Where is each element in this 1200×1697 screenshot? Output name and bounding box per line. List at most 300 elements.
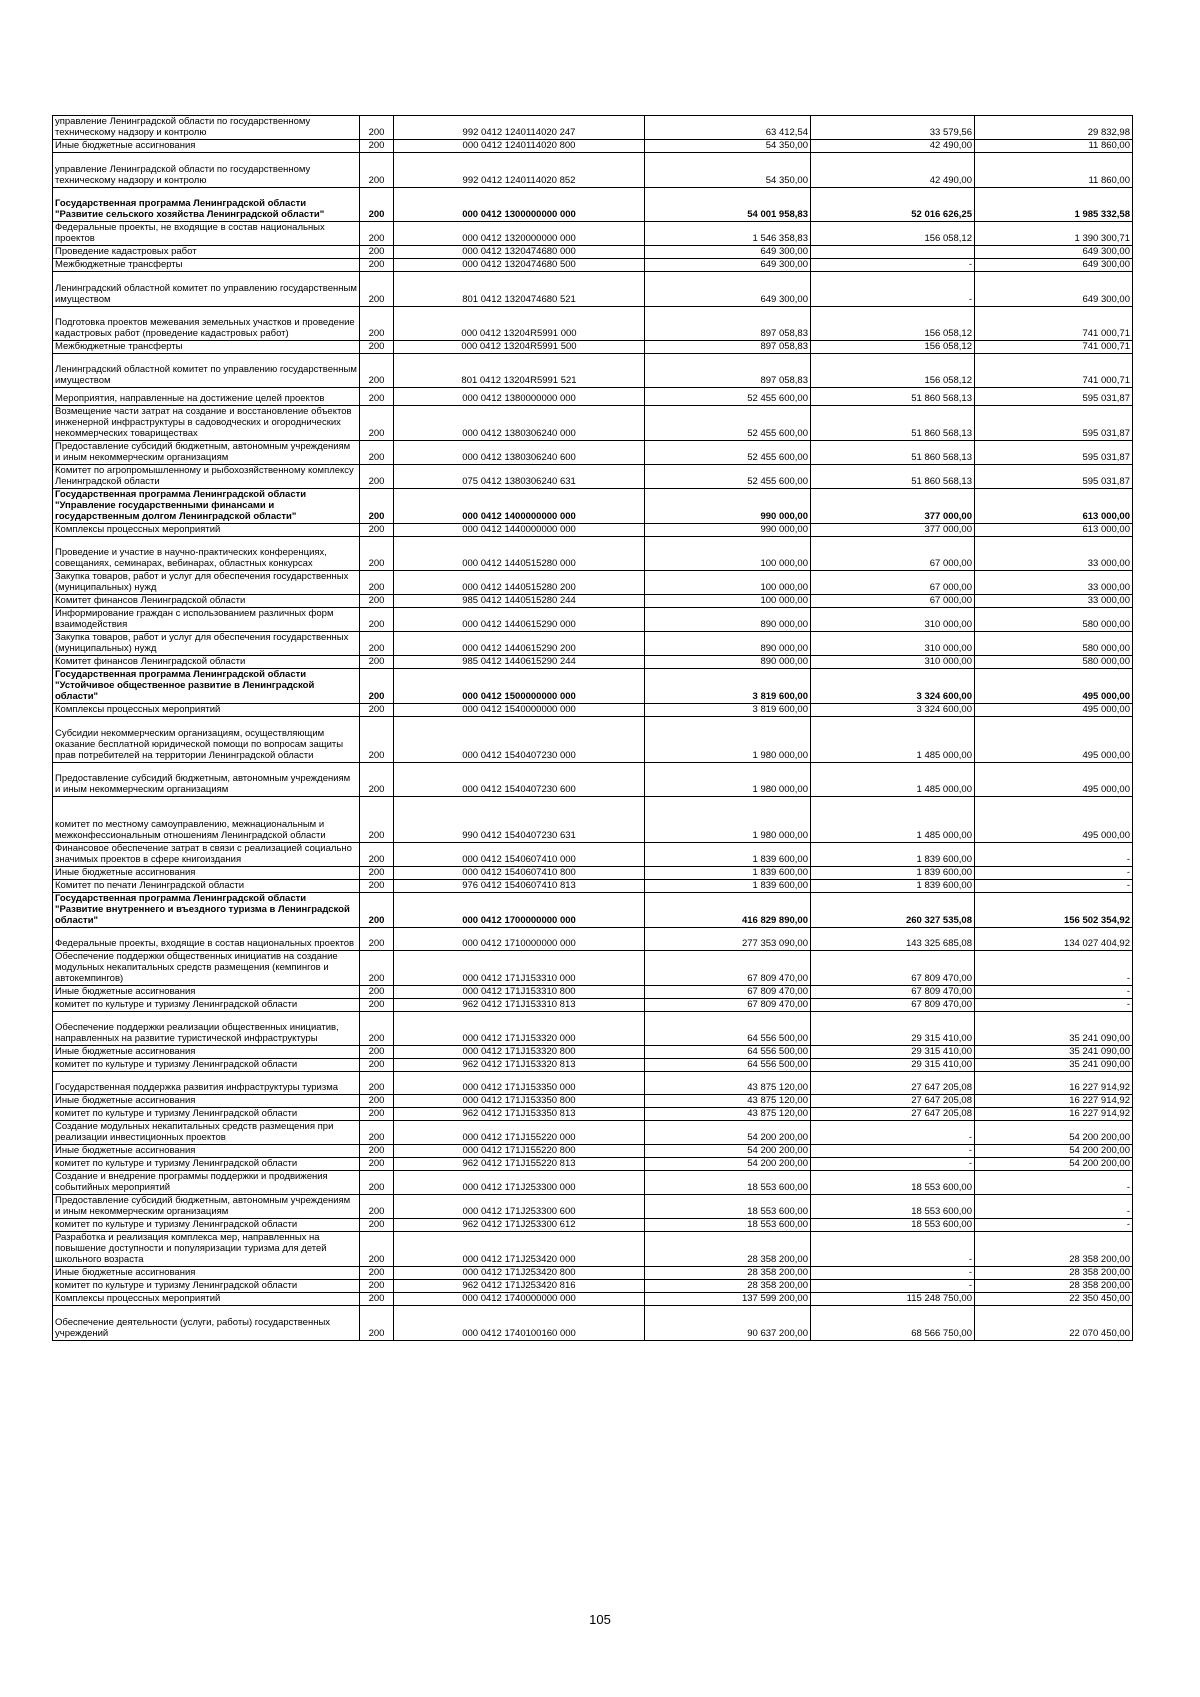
row-remaining-amount: 156 502 354,92 [975,893,1133,928]
row-budget-code: 962 0412 171J155220 813 [394,1158,645,1171]
row-line-code: 200 [360,1195,394,1219]
row-remaining-amount: 613 000,00 [975,524,1133,537]
row-remaining-amount: - [975,843,1133,867]
row-remaining-amount: 134 027 404,92 [975,928,1133,951]
row-approved-amount: 64 556 500,00 [645,1046,811,1059]
row-executed-amount: 18 553 600,00 [811,1171,975,1195]
row-executed-amount: 1 485 000,00 [811,717,975,763]
row-line-code: 200 [360,999,394,1012]
row-executed-amount: 29 315 410,00 [811,1046,975,1059]
row-name: Закупка товаров, работ и услуг для обеспечения государственных (муниципальных) нужд [53,632,360,656]
row-remaining-amount: 649 300,00 [975,246,1133,259]
row-line-code: 200 [360,1171,394,1195]
row-approved-amount: 3 819 600,00 [645,669,811,704]
row-budget-code: 000 0412 1440515280 000 [394,537,645,571]
row-executed-amount: 29 315 410,00 [811,1059,975,1072]
row-name: комитет по культуре и туризму Ленинградской области [53,1108,360,1121]
row-executed-amount: 18 553 600,00 [811,1195,975,1219]
row-approved-amount: 649 300,00 [645,259,811,272]
row-executed-amount: 156 058,12 [811,354,975,388]
row-budget-code: 000 0412 1540000000 000 [394,704,645,717]
row-budget-code: 000 0412 13204R5991 500 [394,341,645,354]
row-budget-code: 962 0412 171J253420 816 [394,1280,645,1293]
budget-table [52,115,1133,1341]
row-approved-amount: 54 200 200,00 [645,1145,811,1158]
row-approved-amount: 897 058,83 [645,354,811,388]
row-line-code: 200 [360,272,394,307]
row-approved-amount: 3 819 600,00 [645,704,811,717]
table-row [53,354,1133,388]
row-approved-amount: 100 000,00 [645,595,811,608]
row-approved-amount: 1 980 000,00 [645,763,811,797]
row-name: Государственная поддержка развития инфраструктуры туризма [53,1072,360,1095]
row-line-code: 200 [360,704,394,717]
row-budget-code: 000 0412 1500000000 000 [394,669,645,704]
row-line-code: 200 [360,354,394,388]
table-row [53,986,1133,999]
row-line-code: 200 [360,880,394,893]
table-row [53,1059,1133,1072]
table-row [53,341,1133,354]
row-remaining-amount: 33 000,00 [975,537,1133,571]
row-executed-amount: 27 647 205,08 [811,1095,975,1108]
budget-table-body [53,116,1133,1341]
table-row [53,999,1133,1012]
row-line-code: 200 [360,571,394,595]
row-remaining-amount: 595 031,87 [975,441,1133,465]
row-name: Комитет по агропромышленному и рыбохозяйственному комплексу Ленинградской области [53,465,360,489]
row-line-code: 200 [360,867,394,880]
row-budget-code: 000 0412 1440515280 200 [394,571,645,595]
row-approved-amount: 990 000,00 [645,489,811,524]
row-remaining-amount: 495 000,00 [975,704,1133,717]
row-executed-amount: - [811,1280,975,1293]
table-row [53,632,1133,656]
row-remaining-amount: 54 200 200,00 [975,1145,1133,1158]
row-approved-amount: 416 829 890,00 [645,893,811,928]
row-budget-code: 000 0412 1380306240 000 [394,406,645,441]
row-approved-amount: 64 556 500,00 [645,1059,811,1072]
row-line-code: 200 [360,222,394,246]
row-budget-code: 801 0412 1320474680 521 [394,272,645,307]
table-row [53,1232,1133,1267]
row-name: Обеспечение поддержки реализации общественных инициатив, направленных на развитие туристической инфраструктуры [53,1012,360,1046]
row-name: Иные бюджетные ассигнования [53,1095,360,1108]
row-budget-code: 000 0412 171J153320 800 [394,1046,645,1059]
row-remaining-amount: 495 000,00 [975,763,1133,797]
row-executed-amount: 1 839 600,00 [811,867,975,880]
row-budget-code: 000 0412 171J153350 800 [394,1095,645,1108]
table-row [53,797,1133,843]
row-line-code: 200 [360,797,394,843]
row-remaining-amount: 741 000,71 [975,354,1133,388]
row-name: Подготовка проектов межевания земельных участков и проведение кадастровых работ (проведение кадастровых работ) [53,307,360,341]
row-budget-code: 992 0412 1240114020 852 [394,153,645,188]
row-line-code: 200 [360,1059,394,1072]
row-budget-code: 000 0412 171J153310 800 [394,986,645,999]
row-approved-amount: 890 000,00 [645,608,811,632]
row-line-code: 200 [360,608,394,632]
row-budget-code: 962 0412 171J153310 813 [394,999,645,1012]
table-row [53,595,1133,608]
row-remaining-amount: 649 300,00 [975,259,1133,272]
row-name: Предоставление субсидий бюджетным, автономным учреждениям и иным некоммерческим организациям [53,1195,360,1219]
row-approved-amount: 64 556 500,00 [645,1012,811,1046]
row-executed-amount: 156 058,12 [811,307,975,341]
table-row [53,763,1133,797]
row-budget-code: 000 0412 1540407230 600 [394,763,645,797]
row-approved-amount: 890 000,00 [645,656,811,669]
row-name: Иные бюджетные ассигнования [53,1145,360,1158]
row-executed-amount: 1 485 000,00 [811,797,975,843]
row-line-code: 200 [360,1145,394,1158]
row-line-code: 200 [360,669,394,704]
row-remaining-amount: - [975,1219,1133,1232]
row-approved-amount: 1 839 600,00 [645,843,811,867]
row-name: Ленинградский областной комитет по управлению государственным имуществом [53,272,360,307]
row-executed-amount: 51 860 568,13 [811,388,975,406]
row-executed-amount: 1 839 600,00 [811,843,975,867]
row-remaining-amount: 28 358 200,00 [975,1232,1133,1267]
row-line-code: 200 [360,893,394,928]
row-remaining-amount: 28 358 200,00 [975,1267,1133,1280]
row-approved-amount: 90 637 200,00 [645,1306,811,1341]
row-remaining-amount: 580 000,00 [975,656,1133,669]
row-budget-code: 000 0412 1400000000 000 [394,489,645,524]
table-row [53,843,1133,867]
row-executed-amount: 1 839 600,00 [811,880,975,893]
row-approved-amount: 52 455 600,00 [645,406,811,441]
row-line-code: 200 [360,1121,394,1145]
row-name: Мероприятия, направленные на достижение целей проектов [53,388,360,406]
table-row [53,1158,1133,1171]
row-executed-amount: 1 485 000,00 [811,763,975,797]
row-budget-code: 000 0412 1320474680 000 [394,246,645,259]
row-executed-amount [811,246,975,259]
row-remaining-amount: 35 241 090,00 [975,1059,1133,1072]
table-row [53,717,1133,763]
row-executed-amount: 42 490,00 [811,140,975,153]
row-name: Комплексы процессных мероприятий [53,704,360,717]
row-name: Закупка товаров, работ и услуг для обеспечения государственных (муниципальных) нужд [53,571,360,595]
row-executed-amount: 42 490,00 [811,153,975,188]
row-name: Государственная программа Ленинградской области "Управление государственными финансами и государственным долгом Ленинградской области" [53,489,360,524]
row-line-code: 200 [360,524,394,537]
row-executed-amount: 51 860 568,13 [811,441,975,465]
row-name: Субсидии некоммерческим организациям, осуществляющим оказание бесплатной юридической помощи по вопросам защиты прав потребителей на территории Ленинградской области [53,717,360,763]
row-remaining-amount: 11 860,00 [975,140,1133,153]
row-executed-amount: 51 860 568,13 [811,406,975,441]
row-budget-code: 000 0412 1540607410 800 [394,867,645,880]
table-row [53,272,1133,307]
row-executed-amount: 67 809 470,00 [811,986,975,999]
row-approved-amount: 54 200 200,00 [645,1121,811,1145]
row-executed-amount: 377 000,00 [811,489,975,524]
row-line-code: 200 [360,1280,394,1293]
row-remaining-amount: 1 390 300,71 [975,222,1133,246]
table-row [53,441,1133,465]
row-executed-amount: - [811,1145,975,1158]
row-name: Комитет по печати Ленинградской области [53,880,360,893]
row-line-code: 200 [360,1293,394,1306]
row-line-code: 200 [360,1012,394,1046]
row-budget-code: 000 0412 171J153350 000 [394,1072,645,1095]
row-remaining-amount: 28 358 200,00 [975,1280,1133,1293]
row-approved-amount: 137 599 200,00 [645,1293,811,1306]
row-budget-code: 000 0412 171J253420 800 [394,1267,645,1280]
row-name: Ленинградский областной комитет по управлению государственным имуществом [53,354,360,388]
row-budget-code: 962 0412 171J153350 813 [394,1108,645,1121]
table-row [53,1108,1133,1121]
row-name: комитет по культуре и туризму Ленинградской области [53,1158,360,1171]
table-row [53,1171,1133,1195]
table-row [53,1280,1133,1293]
row-budget-code: 000 0412 1380306240 600 [394,441,645,465]
row-approved-amount: 18 553 600,00 [645,1195,811,1219]
row-name: Финансовое обеспечение затрат в связи с реализацией социально значимых проектов в сфере книгоиздания [53,843,360,867]
row-executed-amount: 68 566 750,00 [811,1306,975,1341]
table-row [53,1095,1133,1108]
row-name: Предоставление субсидий бюджетным, автономным учреждениям и иным некоммерческим организациям [53,763,360,797]
row-budget-code: 976 0412 1540607410 813 [394,880,645,893]
row-budget-code: 000 0412 1710000000 000 [394,928,645,951]
row-remaining-amount: - [975,1171,1133,1195]
row-name: управление Ленинградской области по государственному техническому надзору и контролю [53,153,360,188]
row-remaining-amount: - [975,999,1133,1012]
table-row [53,259,1133,272]
row-approved-amount: 67 809 470,00 [645,951,811,986]
row-name: Государственная программа Ленинградской области "Развитие внутреннего и въездного туризма в Ленинградской области" [53,893,360,928]
row-budget-code: 962 0412 171J153320 813 [394,1059,645,1072]
row-executed-amount: 29 315 410,00 [811,1012,975,1046]
row-line-code: 200 [360,465,394,489]
row-remaining-amount: 741 000,71 [975,307,1133,341]
row-remaining-amount: 35 241 090,00 [975,1012,1133,1046]
row-executed-amount: - [811,1158,975,1171]
row-name: Проведение кадастровых работ [53,246,360,259]
row-remaining-amount: - [975,986,1133,999]
row-name: Предоставление субсидий бюджетным, автономным учреждениям и иным некоммерческим организациям [53,441,360,465]
row-budget-code: 000 0412 171J153320 000 [394,1012,645,1046]
row-executed-amount: 33 579,56 [811,116,975,140]
row-name: Иные бюджетные ассигнования [53,140,360,153]
row-name: Информирование граждан с использованием различных форм взаимодействия [53,608,360,632]
row-line-code: 200 [360,246,394,259]
row-name: комитет по культуре и туризму Ленинградской области [53,1219,360,1232]
row-line-code: 200 [360,388,394,406]
row-approved-amount: 1 839 600,00 [645,880,811,893]
row-executed-amount: - [811,1121,975,1145]
row-approved-amount: 1 980 000,00 [645,797,811,843]
row-approved-amount: 1 839 600,00 [645,867,811,880]
table-row [53,1293,1133,1306]
row-remaining-amount: 33 000,00 [975,595,1133,608]
row-remaining-amount: 16 227 914,92 [975,1095,1133,1108]
row-executed-amount: - [811,1232,975,1267]
row-line-code: 200 [360,632,394,656]
row-budget-code: 000 0412 1540607410 000 [394,843,645,867]
row-budget-code: 000 0412 171J153310 000 [394,951,645,986]
row-remaining-amount: 741 000,71 [975,341,1133,354]
row-line-code: 200 [360,441,394,465]
table-row [53,656,1133,669]
table-row [53,406,1133,441]
row-name: Межбюджетные трансферты [53,259,360,272]
row-remaining-amount: 495 000,00 [975,669,1133,704]
row-executed-amount: 310 000,00 [811,656,975,669]
table-row [53,222,1133,246]
row-remaining-amount: 495 000,00 [975,717,1133,763]
row-remaining-amount: 16 227 914,92 [975,1108,1133,1121]
row-name: Государственная программа Ленинградской области "Устойчивое общественное развитие в Ленинградской области" [53,669,360,704]
table-row [53,1219,1133,1232]
row-remaining-amount: 613 000,00 [975,489,1133,524]
row-budget-code: 000 0412 171J253300 000 [394,1171,645,1195]
row-name: Комплексы процессных мероприятий [53,1293,360,1306]
page-number: 105 [589,1612,611,1627]
row-approved-amount: 43 875 120,00 [645,1108,811,1121]
row-line-code: 200 [360,717,394,763]
row-budget-code: 000 0412 1740000000 000 [394,1293,645,1306]
row-line-code: 200 [360,843,394,867]
row-executed-amount: 67 000,00 [811,537,975,571]
row-approved-amount: 100 000,00 [645,537,811,571]
row-executed-amount: 67 809 470,00 [811,951,975,986]
row-budget-code: 000 0412 171J155220 000 [394,1121,645,1145]
table-row [53,246,1133,259]
row-remaining-amount: 33 000,00 [975,571,1133,595]
row-budget-code: 962 0412 171J253300 612 [394,1219,645,1232]
table-row [53,928,1133,951]
row-line-code: 200 [360,1108,394,1121]
row-remaining-amount: 11 860,00 [975,153,1133,188]
row-line-code: 200 [360,341,394,354]
row-budget-code: 985 0412 1440615290 244 [394,656,645,669]
table-row [53,571,1133,595]
row-line-code: 200 [360,1095,394,1108]
row-remaining-amount: 649 300,00 [975,272,1133,307]
table-row [53,1306,1133,1341]
row-approved-amount: 649 300,00 [645,272,811,307]
row-line-code: 200 [360,951,394,986]
row-executed-amount: 67 000,00 [811,571,975,595]
table-row [53,116,1133,140]
row-approved-amount: 897 058,83 [645,307,811,341]
row-name: Комплексы процессных мероприятий [53,524,360,537]
row-line-code: 200 [360,1306,394,1341]
table-row [53,1145,1133,1158]
row-remaining-amount: 54 200 200,00 [975,1121,1133,1145]
row-name: комитет по культуре и туризму Ленинградской области [53,999,360,1012]
row-approved-amount: 1 546 358,83 [645,222,811,246]
row-name: комитет по культуре и туризму Ленинградской области [53,1280,360,1293]
row-executed-amount: 310 000,00 [811,608,975,632]
row-line-code: 200 [360,656,394,669]
row-name: комитет по культуре и туризму Ленинградской области [53,1059,360,1072]
row-budget-code: 000 0412 1320000000 000 [394,222,645,246]
row-budget-code: 000 0412 1440615290 200 [394,632,645,656]
row-executed-amount: - [811,272,975,307]
table-row [53,1046,1133,1059]
row-budget-code: 000 0412 1740100160 000 [394,1306,645,1341]
row-approved-amount: 649 300,00 [645,246,811,259]
row-line-code: 200 [360,1072,394,1095]
row-line-code: 200 [360,188,394,222]
row-name: Обеспечение деятельности (услуги, работы) государственных учреждений [53,1306,360,1341]
row-executed-amount: 115 248 750,00 [811,1293,975,1306]
row-line-code: 200 [360,763,394,797]
row-name: Федеральные проекты, не входящие в состав национальных проектов [53,222,360,246]
row-name: Иные бюджетные ассигнования [53,1267,360,1280]
table-row [53,893,1133,928]
table-row [53,465,1133,489]
table-row [53,188,1133,222]
row-remaining-amount: 22 350 450,00 [975,1293,1133,1306]
row-name: Иные бюджетные ассигнования [53,986,360,999]
row-name: Разработка и реализация комплекса мер, направленных на повышение доступности и популяризации туризма для детей школьного возраста [53,1232,360,1267]
row-remaining-amount: - [975,1195,1133,1219]
row-line-code: 200 [360,928,394,951]
table-row [53,1267,1133,1280]
table-row [53,153,1133,188]
row-remaining-amount: 22 070 450,00 [975,1306,1133,1341]
row-line-code: 200 [360,537,394,571]
row-executed-amount: 51 860 568,13 [811,465,975,489]
row-approved-amount: 1 980 000,00 [645,717,811,763]
row-approved-amount: 54 350,00 [645,140,811,153]
table-row [53,537,1133,571]
row-approved-amount: 63 412,54 [645,116,811,140]
row-approved-amount: 54 350,00 [645,153,811,188]
table-row [53,951,1133,986]
row-remaining-amount: 595 031,87 [975,465,1133,489]
row-executed-amount: 3 324 600,00 [811,669,975,704]
row-approved-amount: 28 358 200,00 [645,1267,811,1280]
row-budget-code: 000 0412 1320474680 500 [394,259,645,272]
row-budget-code: 000 0412 1240114020 800 [394,140,645,153]
row-line-code: 200 [360,1158,394,1171]
row-name: Комитет финансов Ленинградской области [53,656,360,669]
row-name: комитет по местному самоуправлению, межнациональным и межконфессиональным отношениям Ленинградской области [53,797,360,843]
row-approved-amount: 67 809 470,00 [645,986,811,999]
row-budget-code: 000 0412 1700000000 000 [394,893,645,928]
table-row [53,669,1133,704]
row-line-code: 200 [360,595,394,608]
table-row [53,307,1133,341]
row-line-code: 200 [360,406,394,441]
row-line-code: 200 [360,1232,394,1267]
row-remaining-amount: 1 985 332,58 [975,188,1133,222]
row-name: Комитет финансов Ленинградской области [53,595,360,608]
row-approved-amount: 52 455 600,00 [645,465,811,489]
row-approved-amount: 28 358 200,00 [645,1280,811,1293]
row-line-code: 200 [360,116,394,140]
row-budget-code: 990 0412 1540407230 631 [394,797,645,843]
row-line-code: 200 [360,140,394,153]
row-name: Создание модульных некапитальных средств размещения при реализации инвестиционных проектов [53,1121,360,1145]
row-name: Обеспечение поддержки общественных инициатив на создание модульных некапитальных средств размещения (кемпингов и автокемпингов) [53,951,360,986]
row-budget-code: 000 0412 171J155220 800 [394,1145,645,1158]
row-name: Государственная программа Ленинградской области "Развитие сельского хозяйства Ленинградской области" [53,188,360,222]
row-budget-code: 000 0412 171J253420 000 [394,1232,645,1267]
row-approved-amount: 43 875 120,00 [645,1072,811,1095]
row-line-code: 200 [360,489,394,524]
row-approved-amount: 18 553 600,00 [645,1171,811,1195]
row-approved-amount: 52 455 600,00 [645,388,811,406]
table-row [53,1072,1133,1095]
table-row [53,489,1133,524]
row-executed-amount: - [811,1267,975,1280]
